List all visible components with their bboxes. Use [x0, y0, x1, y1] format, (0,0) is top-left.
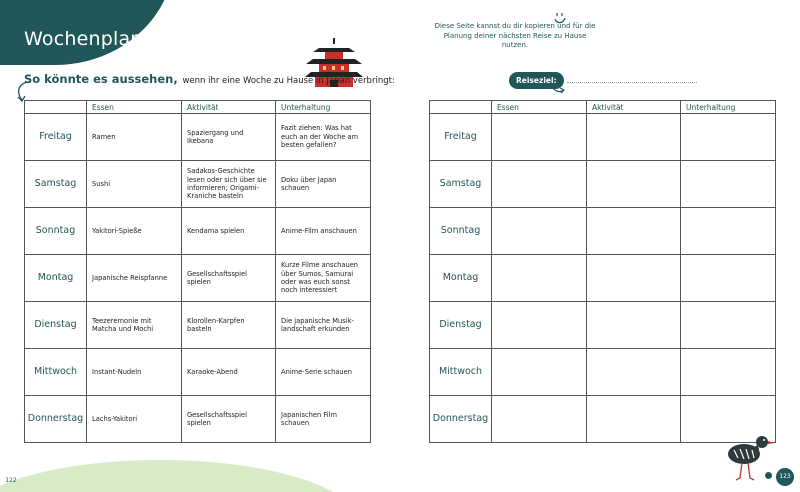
header-empty [430, 101, 492, 114]
blank-week-table [429, 100, 776, 443]
page-number-left: 122 [5, 477, 17, 484]
blank-cell[interactable] [681, 302, 776, 349]
subtitle-text: wenn ihr eine Woche zu Hause in Japan verbringt: [182, 76, 395, 86]
day-label: Montag [25, 255, 87, 302]
header-essen: Essen [492, 101, 587, 114]
table-row [430, 255, 776, 302]
cell-essen: Sushi [87, 161, 182, 208]
table-row [25, 396, 371, 443]
day-label: Mittwoch [430, 349, 492, 396]
blank-cell[interactable] [681, 161, 776, 208]
cell-aktivitaet: Spaziergang und Ikebana [182, 114, 276, 161]
subtitle-highlight: So könnte es aussehen, [24, 72, 178, 86]
day-label: Dienstag [25, 302, 87, 349]
blank-cell[interactable] [492, 114, 587, 161]
header-aktivitaet: Aktivität [587, 101, 681, 114]
blank-cell[interactable] [587, 208, 681, 255]
table-header-row [430, 101, 776, 114]
table-row [430, 208, 776, 255]
cell-essen: Instant-Nudeln [87, 349, 182, 396]
smiley-icon [552, 10, 568, 26]
cell-unterhaltung: Doku über Japan schauen [276, 161, 371, 208]
page-number-right: 123 [776, 468, 794, 486]
blank-cell[interactable] [587, 349, 681, 396]
table-header-row [25, 101, 371, 114]
cell-unterhaltung: Die japanische Musik-landschaft erkunden [276, 302, 371, 349]
blank-cell[interactable] [681, 114, 776, 161]
day-label: Samstag [25, 161, 87, 208]
blank-cell[interactable] [492, 349, 587, 396]
copy-note: Diese Seite kannst du dir kopieren und für die Planung deiner nächsten Reise zu Hause nutzen. [434, 22, 596, 49]
cell-aktivitaet: Gesellschaftsspiel spielen [182, 396, 276, 443]
day-label: Mittwoch [25, 349, 87, 396]
day-label: Sonntag [430, 208, 492, 255]
table-row [25, 208, 371, 255]
green-hill [0, 460, 360, 492]
table-row [430, 161, 776, 208]
day-label: Donnerstag [430, 396, 492, 443]
cell-aktivitaet: Karaoke-Abend [182, 349, 276, 396]
decorative-dot [765, 472, 772, 479]
day-label: Donnerstag [25, 396, 87, 443]
blank-cell[interactable] [492, 208, 587, 255]
blank-cell[interactable] [681, 208, 776, 255]
cell-unterhaltung: Kurze Filme anschauen über Sumos, Samurai oder was euch sonst noch interessiert [276, 255, 371, 302]
reiseziel-input-line[interactable] [567, 82, 697, 83]
cell-aktivitaet: Kendama spielen [182, 208, 276, 255]
table-row [430, 349, 776, 396]
header-empty [25, 101, 87, 114]
cell-unterhaltung: Fazit ziehen: Was hat euch an der Woche am besten gefallen? [276, 114, 371, 161]
blank-cell[interactable] [681, 349, 776, 396]
cell-essen: Lachs-Yakitori [87, 396, 182, 443]
reiseziel-badge: Reiseziel: [509, 72, 564, 89]
blank-cell[interactable] [587, 302, 681, 349]
blank-cell[interactable] [587, 114, 681, 161]
cell-essen: Japanische Reispfanne [87, 255, 182, 302]
blank-cell[interactable] [587, 396, 681, 443]
day-label: Dienstag [430, 302, 492, 349]
table-row [25, 161, 371, 208]
subtitle [24, 72, 395, 86]
table-row [25, 302, 371, 349]
cell-aktivitaet: Klorollen-Karpfen basteln [182, 302, 276, 349]
cell-unterhaltung: Japanischen Film schauen [276, 396, 371, 443]
header-unterhaltung: Unterhaltung [681, 101, 776, 114]
cell-unterhaltung: Anime-Serie schauen [276, 349, 371, 396]
table-row [25, 349, 371, 396]
page-title: Wochenplan [24, 28, 143, 50]
cell-aktivitaet: Sadakos-Geschichte lesen oder sich über sie informieren; Origami-Kraniche basteln [182, 161, 276, 208]
blank-cell[interactable] [492, 302, 587, 349]
blank-cell[interactable] [492, 161, 587, 208]
example-week-table [24, 100, 371, 443]
table-row [25, 114, 371, 161]
cell-essen: Teezeremonie mit Matcha und Mochi [87, 302, 182, 349]
day-label: Montag [430, 255, 492, 302]
day-label: Samstag [430, 161, 492, 208]
cell-essen: Ramen [87, 114, 182, 161]
header-essen: Essen [87, 101, 182, 114]
cell-unterhaltung: Anime-Film anschauen [276, 208, 371, 255]
day-label: Freitag [25, 114, 87, 161]
blank-cell[interactable] [587, 161, 681, 208]
blank-cell[interactable] [492, 396, 587, 443]
table-row [430, 302, 776, 349]
header-unterhaltung: Unterhaltung [276, 101, 371, 114]
table-row [25, 255, 371, 302]
blank-cell[interactable] [587, 255, 681, 302]
table-row [430, 114, 776, 161]
cell-aktivitaet: Gesellschaftsspiel spielen [182, 255, 276, 302]
blank-cell[interactable] [492, 255, 587, 302]
cell-essen: Yakitori-Spieße [87, 208, 182, 255]
day-label: Freitag [430, 114, 492, 161]
blank-cell[interactable] [681, 255, 776, 302]
day-label: Sonntag [25, 208, 87, 255]
header-aktivitaet: Aktivität [182, 101, 276, 114]
